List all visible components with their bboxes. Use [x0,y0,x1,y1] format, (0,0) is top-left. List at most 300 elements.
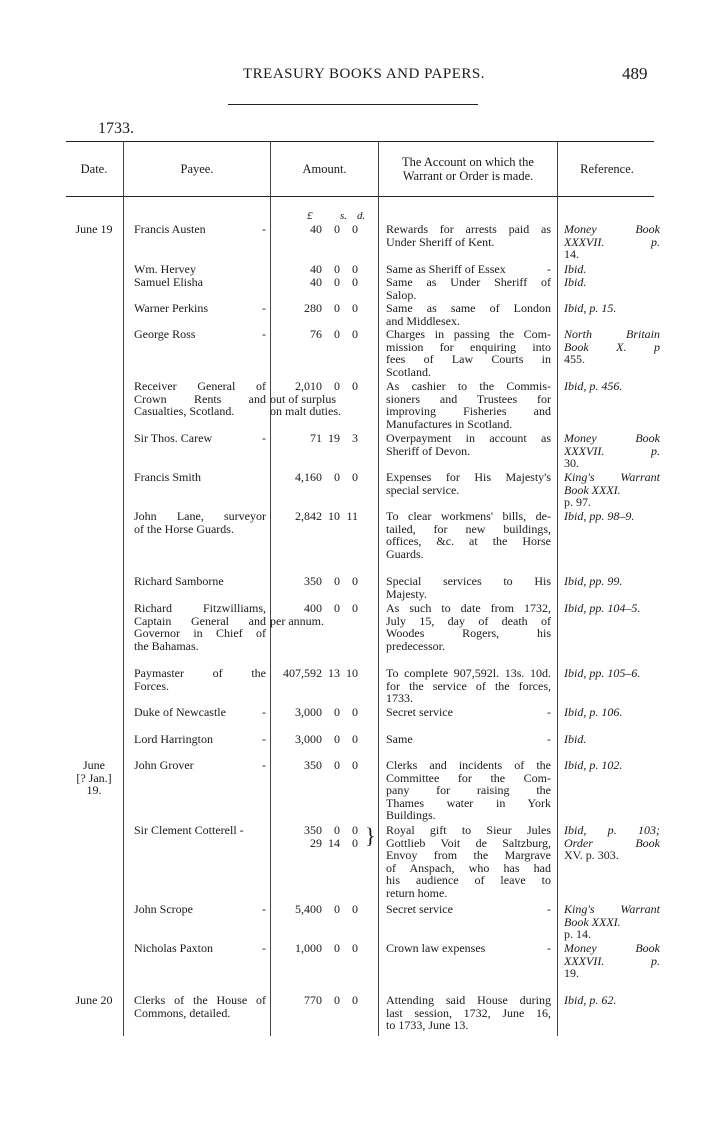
entry-payee-line: Samuel Elisha [134,275,203,289]
entry-account-line: for the service of the forces, [386,678,551,693]
entry-account-line: Salop. [386,287,417,302]
entry-account [386,276,551,301]
entry-payee [134,432,266,445]
amount-line [272,432,372,445]
entry-reference [564,302,660,315]
leader-dash: - [547,941,551,955]
amount-shillings: 0 [334,601,340,615]
entry-account [386,223,551,248]
amount-pounds: 4,160 [295,470,322,484]
amount-shillings: 0 [334,732,340,746]
entry-account [386,302,551,327]
entry-reference [564,903,660,941]
entry-payee-line: Richard Fitzwilliams, [134,601,266,615]
entry-payee-line [134,432,266,445]
leader-dash: - [547,732,551,746]
entry-reference-line: Ibid, pp. 98–9. [564,509,635,523]
entry-payee-line: of the Horse Guards. [134,521,234,536]
amount-pence: 0 [352,275,358,289]
entry-payee [134,903,266,916]
entry-account [386,994,551,1032]
entry-reference-line: 30. [564,456,579,470]
entry-reference-line: p. 97. [564,495,591,509]
entry-reference-line: 19. [564,966,579,980]
column-header-payee: Payee. [180,162,214,176]
amount-pounds: 1,000 [295,941,322,955]
payee-name: Francis Austen [134,222,206,236]
entry-amount [272,432,372,445]
entry-account [386,328,551,378]
entry-payee-line: Paymaster of the [134,666,266,680]
leader-dash: - [262,902,266,916]
entry-account [386,471,551,496]
entry-reference-line: Ibid. [564,262,587,276]
entry-account-line: Majesty. [386,586,427,601]
amount-shillings: 10 [328,509,340,523]
unit-pounds: £ [307,210,313,222]
amount-line [272,380,372,393]
entry-amount [272,328,372,341]
amount-pounds: 76 [310,327,322,341]
entry-reference-line: Money Book [564,222,660,236]
amount-line [272,942,372,955]
entry-account-line: last session, 1732, June 16, [386,1005,551,1020]
entry-amount [272,302,372,315]
entry-reference [564,942,660,980]
entry-payee [134,733,266,746]
leader-dash: - [262,222,266,236]
entry-amount [272,263,372,276]
payee-name: Duke of Newcastle [134,705,226,719]
amount-pounds: 5,400 [295,902,322,916]
entry-account-line: July 15, day of death of [386,613,551,628]
entry-account-line: mission for enquiring into [386,339,551,354]
amount-pounds: 2,842 [295,509,322,523]
entry-date-line: June [83,758,105,772]
entry-reference-line: Ibid. [564,732,587,746]
entry-reference-line: Money Book [564,941,660,955]
entry-account-line: Committee for the Com- [386,770,551,785]
year-heading: 1733. [98,120,134,137]
amount-pence: 0 [352,835,358,850]
entry-reference [564,994,660,1007]
leader-dash: - [262,732,266,746]
entry-date-line: [? Jan.] [76,770,112,785]
entry-account-line: Thames water in York [386,795,551,810]
amount-pounds: 2,010 [295,379,322,393]
entry-amount [272,471,372,484]
entry-reference [564,602,660,615]
account-text: Secret service [386,705,453,719]
entry-account [386,432,551,457]
entry-reference-line: Book XXXI. [564,914,621,929]
entry-account-line: As such to date from 1732, [386,601,551,615]
entry-reference-line: XXXVII. p. [564,234,660,249]
amount-line [272,471,372,484]
amount-pence: 0 [352,222,358,236]
amount-note: on malt duties. [270,404,341,418]
entry-payee [134,223,266,236]
entry-reference-line: Money Book [564,431,660,445]
account-text: Secret service [386,902,453,916]
entry-payee-line [134,759,266,772]
entry-reference [564,432,660,470]
entry-account-line: his audience of leave to [386,873,551,887]
column-header-account [380,155,556,183]
entry-payee [134,575,266,588]
column-header-account-line: Warrant or Order is made. [402,169,534,183]
entry-reference [564,733,660,746]
payee-name: Nicholas Paxton [134,941,213,955]
entry-reference [564,510,660,523]
entry-reference-line: XV. p. 303. [564,848,619,862]
amount-pence: 0 [352,601,358,615]
entry-account-line: offices, &c. at the Horse [386,534,551,548]
account-text: Crown law expenses [386,941,486,955]
amount-line [272,837,372,850]
entry-reference-line: North Britain [564,327,660,341]
entry-amount [272,903,372,916]
entry-account-line: Buildings. [386,808,436,822]
amount-shillings: 0 [334,941,340,955]
entry-reference-line: XXXVII. p. [564,953,660,968]
entry-reference [564,263,660,276]
entry-reference-line: XXXVII. p. [564,443,660,458]
entry-payee-line [134,328,266,341]
amount-line [272,302,372,315]
entry-payee [134,263,266,276]
entry-payee [134,302,266,315]
entry-reference-line: 14. [564,247,579,261]
entry-account [386,733,551,746]
unit-shillings: s. [340,210,348,222]
entry-account-line: Scotland. [386,364,431,379]
entry-amount [272,380,372,418]
entry-payee [134,276,266,289]
entry-reference-line: Ibid, p. 15. [564,301,617,315]
entry-date [68,759,120,797]
leader-dash: - [262,301,266,315]
entry-payee-line: Sir Clement Cotterell - [134,823,244,837]
account-text: Same as Sheriff of Essex [386,262,506,276]
amount-pence: 0 [352,993,358,1007]
amount-pence: 0 [352,758,358,772]
amount-pounds: 3,000 [295,705,322,719]
entry-amount [272,824,372,849]
entry-payee-line [134,733,266,746]
entry-account-line [386,942,551,955]
amount-pence: 0 [352,705,358,719]
amount-line [272,706,372,719]
entry-account-line: Under Sheriff of Kent. [386,234,495,249]
entry-account [386,706,551,719]
entry-reference-line: 455. [564,352,585,366]
amount-note: out of surplus [270,391,336,406]
entry-payee-line: Receiver General of [134,379,266,393]
entry-account [386,575,551,600]
entry-account-line: To complete 907,592l. 13s. 10d. [386,666,551,680]
column-divider [123,141,124,1036]
entry-payee-line: Commons, detailed. [134,1005,231,1020]
amount-line [272,903,372,916]
entry-account [386,667,551,705]
entry-account-line: Woodes Rogers, his [386,626,551,640]
amount-line [272,510,372,523]
amount-line [272,667,372,680]
entry-reference [564,276,660,289]
amount-pence: 0 [352,379,358,393]
amount-pence: 0 [352,470,358,484]
amount-pence: 0 [352,262,358,276]
entry-account-line: Same as Under Sheriff of [386,275,551,289]
table-top-rule [66,141,654,142]
entry-amount [272,759,372,772]
amount-note: per annum. [270,613,324,628]
entry-account [386,903,551,916]
amount-pounds: 280 [304,301,322,315]
amount-pence: 0 [352,902,358,916]
entry-account-line [386,903,551,916]
entry-account-line: 1733. [386,691,413,705]
amount-brace: } [365,823,376,848]
payee-name: Warner Perkins [134,301,209,315]
amount-pounds: 40 [310,222,322,236]
page-number: 489 [622,64,648,83]
entry-amount [272,223,372,236]
column-header-reference: Reference. [580,162,634,176]
amount-line [272,263,372,276]
entry-payee-line [134,223,266,236]
entry-account-line: Manufactures in Scotland. [386,416,513,431]
payee-name: George Ross [134,327,196,341]
entry-payee [134,824,266,837]
column-divider [270,141,271,1036]
amount-shillings: 0 [334,993,340,1007]
entry-account-line: Gottlieb Voit de Saltzburg, [386,835,551,850]
amount-pence: 0 [352,732,358,746]
amount-shillings: 0 [334,275,340,289]
amount-pounds: 3,000 [295,732,322,746]
entry-account [386,759,551,822]
entry-payee [134,510,266,535]
amount-shillings: 0 [334,823,340,837]
entry-reference-line: Ibid, p. 102. [564,758,623,772]
entry-payee [134,328,266,341]
entry-reference [564,667,660,680]
amount-line [272,759,372,772]
entry-reference [564,824,660,862]
entry-date-line: June 20 [75,993,113,1007]
amount-pounds: 40 [310,275,322,289]
entry-account-line: Attending said House during [386,993,551,1007]
entry-reference-line: Ibid, p. 103; [564,823,660,837]
entry-reference-line: Book XXXI. [564,482,621,497]
amount-pence: 0 [352,941,358,955]
amount-shillings: 0 [334,705,340,719]
amount-shillings: 0 [334,574,340,588]
entry-reference-line: Ibid, pp. 105–6. [564,666,641,680]
leader-dash: - [262,431,266,445]
account-text: Same [386,732,413,746]
column-divider [557,141,558,1036]
amount-pence: 10 [346,666,358,680]
entry-payee [134,667,266,692]
amount-shillings: 0 [334,262,340,276]
leader-dash: - [262,941,266,955]
leader-dash: - [262,758,266,772]
entry-account-line: of Anspach, who has had [386,860,551,875]
entry-payee-line: Forces. [134,678,169,693]
entry-account [386,380,551,430]
column-header-amount: Amount. [302,162,347,176]
entry-payee [134,994,266,1019]
unit-pence: d. [357,210,366,222]
entry-account [386,510,551,560]
entry-reference-line: King's Warrant [564,902,660,916]
amount-shillings: 0 [334,758,340,772]
amount-line [272,994,372,1007]
entry-account-line: Special services to His [386,574,551,588]
amount-pounds: 350 [304,574,322,588]
entry-account-line: to 1733, June 13. [386,1018,469,1032]
entry-payee [134,602,266,652]
entry-payee-line: Governor in Chief of [134,626,266,640]
entry-amount [272,510,372,523]
amount-line [272,733,372,746]
entry-amount [272,575,372,588]
entry-reference [564,328,660,366]
amount-pence: 3 [352,431,358,445]
amount-shillings: 0 [334,902,340,916]
entry-payee-line [134,942,266,955]
amount-line [272,575,372,588]
entry-payee-line: Casualties, Scotland. [134,404,235,418]
entry-reference [564,380,660,393]
entry-payee [134,942,266,955]
amount-pounds: 40 [310,262,322,276]
entry-payee-line: Francis Smith [134,470,202,484]
entry-amount [272,706,372,719]
entry-reference-line: Order Book [564,835,660,850]
entry-account [386,942,551,955]
entry-account-line: Guards. [386,546,424,561]
header-rule [228,104,478,105]
entry-payee-line [134,903,266,916]
amount-line [272,824,372,837]
entry-amount [272,276,372,289]
leader-dash: - [547,902,551,916]
payee-name: John Scrope [134,902,193,916]
table-header-rule [66,196,654,197]
entry-payee-line: Richard Samborne [134,574,224,588]
amount-pence: 0 [352,574,358,588]
amount-shillings: 13 [328,666,340,680]
entry-account-line: Overpayment in account as [386,431,551,445]
column-divider [378,141,379,1036]
entry-payee [134,759,266,772]
entry-amount [272,667,372,680]
entry-reference-line: Ibid, pp. 104–5. [564,601,641,615]
entry-account-line: improving Fisheries and [386,404,551,418]
entry-account [386,263,551,276]
amount-shillings: 14 [328,835,340,850]
entry-payee-line: Clerks of the House of [134,993,266,1007]
entry-payee [134,706,266,719]
amount-pounds: 770 [304,993,322,1007]
entry-account-line: return home. [386,885,448,900]
payee-name: Lord Harrington [134,732,213,746]
entry-account-line: special service. [386,482,460,497]
entry-amount [272,733,372,746]
amount-pounds: 350 [304,823,322,837]
amount-pounds: 29 [310,835,322,850]
column-header-date: Date. [80,162,108,176]
entry-payee [134,380,266,418]
leader-dash: - [547,262,551,276]
entry-account-line: As cashier to the Commis- [386,379,551,393]
leader-dash: - [262,327,266,341]
entry-payee-line: Crown Rents and [134,391,266,406]
entry-payee-line [134,706,266,719]
entry-date-line: June 19 [75,222,113,236]
amount-pence: 0 [352,327,358,341]
entry-reference-line: King's Warrant [564,470,660,484]
amount-pounds: 71 [310,431,322,445]
amount-line [272,223,372,236]
amount-shillings: 0 [334,301,340,315]
entry-account-line: and Middlesex. [386,313,460,328]
amount-shillings: 0 [334,379,340,393]
entry-payee [134,471,266,484]
amount-shillings: 19 [328,431,340,445]
amount-shillings: 0 [334,327,340,341]
amount-pence: 11 [346,509,358,523]
entry-payee-line: John Lane, surveyor [134,509,266,523]
amount-pounds: 407,592 [283,666,322,680]
entry-date [68,994,120,1007]
entry-reference [564,706,660,719]
entry-account-line: Expenses for His Majesty's [386,470,551,484]
amount-line [272,602,372,615]
entry-payee-line: the Bahamas. [134,638,199,653]
entry-account-line: Same as same of London [386,301,551,315]
entry-reference-line: Ibid, p. 456. [564,379,623,393]
running-head: TREASURY BOOKS AND PAPERS. [243,66,485,82]
entry-reference-line: Ibid, pp. 99. [564,574,623,588]
entry-account-line [386,733,551,746]
amount-line [272,276,372,289]
entry-reference-line: Ibid, p. 62. [564,993,617,1007]
amount-shillings: 0 [334,222,340,236]
entry-date-line: 19. [86,783,102,797]
amount-pounds: 400 [304,601,322,615]
entry-reference-line: Book X. p [564,339,660,354]
entry-reference [564,223,660,261]
entry-date [68,223,120,236]
entry-reference-line: p. 14. [564,927,591,941]
entry-account-line: Sheriff of Devon. [386,443,471,458]
entry-reference-line: Ibid, p. 106. [564,705,623,719]
entry-payee-line: Wm. Hervey [134,262,196,276]
amount-pence: 0 [352,823,358,837]
entry-reference [564,575,660,588]
entry-amount [272,942,372,955]
entry-account-line: Charges in passing the Com- [386,327,551,341]
entry-account-line: tailed, for new buildings, [386,521,551,536]
entry-reference [564,471,660,509]
entry-account-line: pany for raising the [386,783,551,797]
entry-account-line: sioners and Trustees for [386,391,551,406]
